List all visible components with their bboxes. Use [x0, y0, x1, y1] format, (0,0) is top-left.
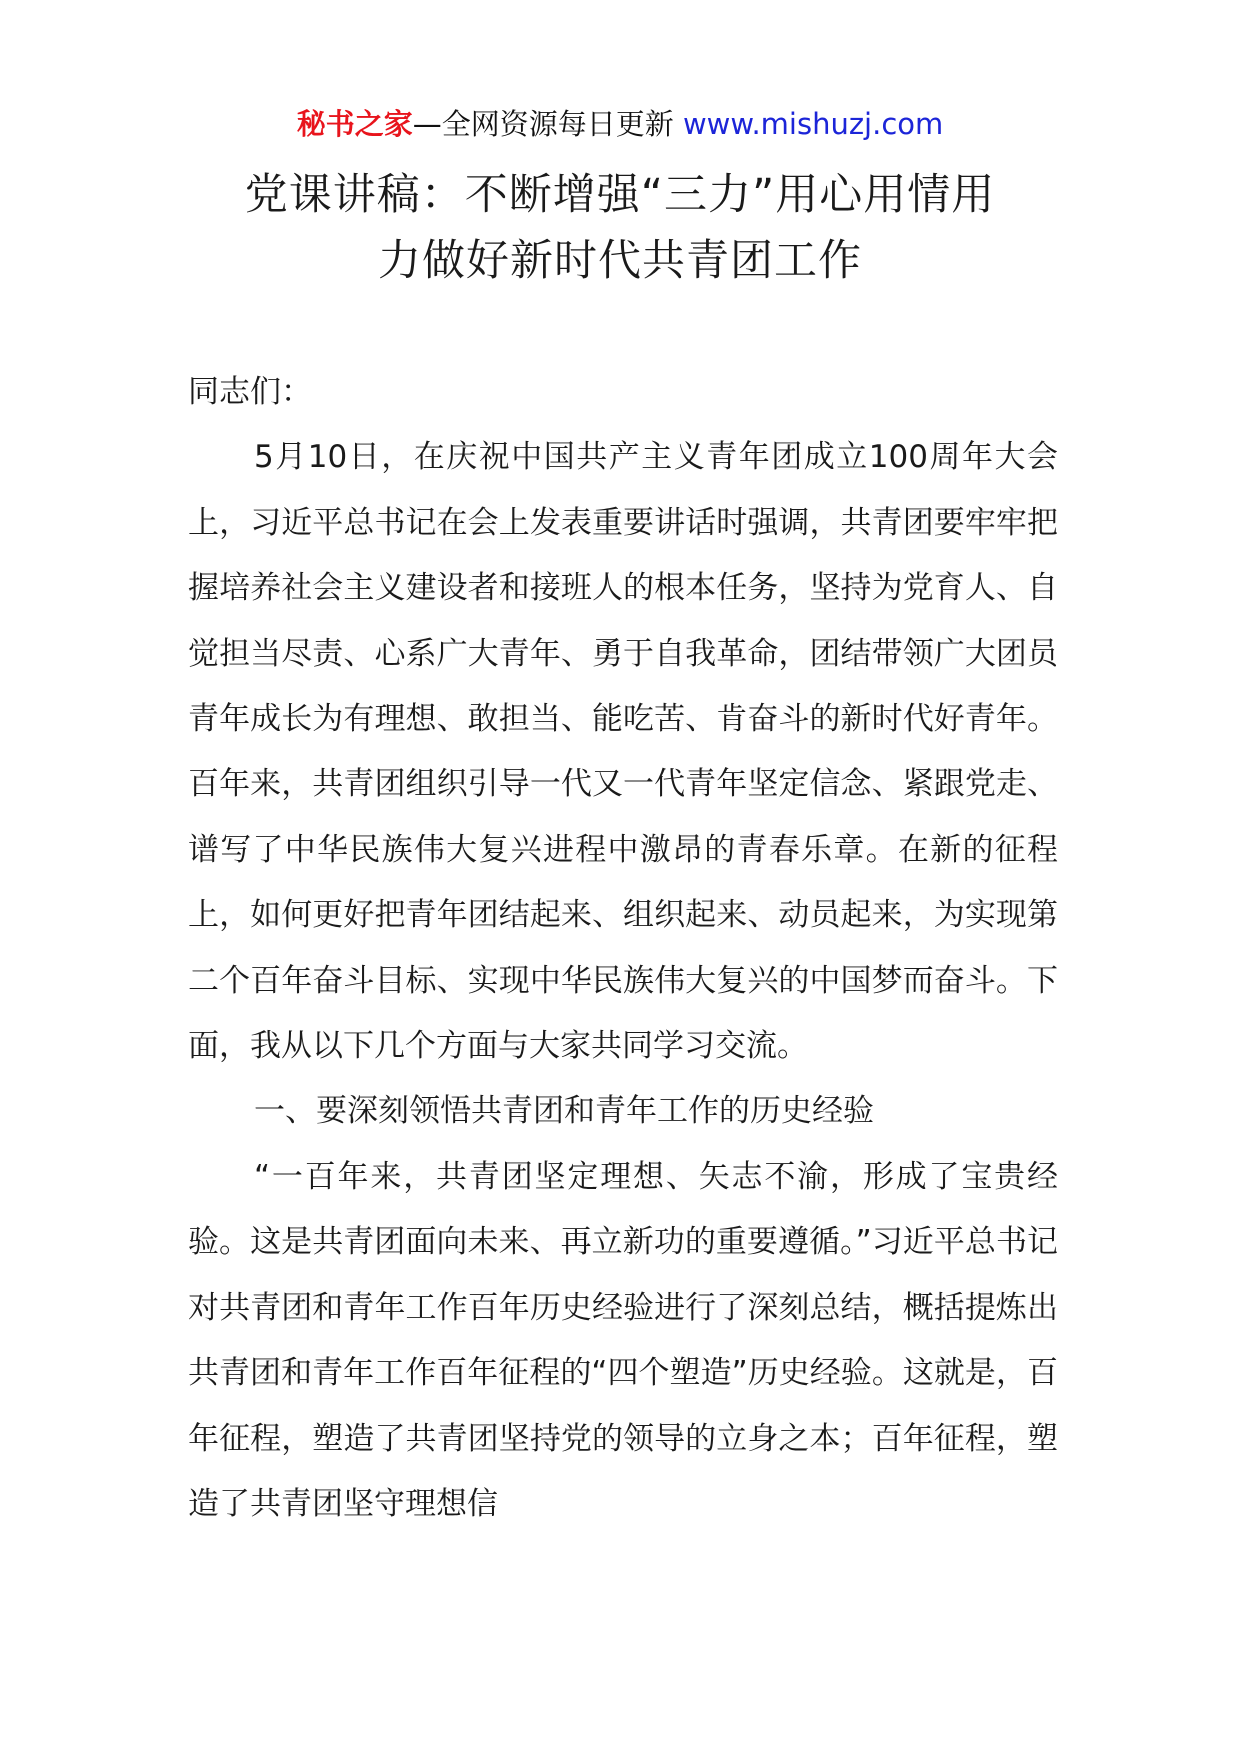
title-line-2: 力做好新时代共青团工作 — [378, 236, 862, 286]
title-line-1: 党课讲稿：不断增强“三力”用心用情用 — [244, 170, 996, 220]
site-url-link[interactable]: www.mishuzj.com — [682, 107, 944, 141]
body-paragraph: “一百年来，共青团坚定理想、矢志不渝，形成了宝贵经验。这是共青团面向未来、再立新功的重要遵循。”习近平总书记对共青团和青年工作百年历史经验进行了深刻总结，概括提炼出共青团和青年工作百年征程的“四个塑造”历史经验。这就是，百年征程，塑造了共青团坚持党的领导的立身之本；百年征程，塑造了共青团坚守理想信 — [188, 1158, 1058, 1522]
document-body — [188, 360, 1058, 1537]
section-heading: 一、要深刻领悟共青团和青年工作的历史经验 — [254, 1093, 874, 1130]
body-paragraph: 5月10日，在庆祝中国共产主义青年团成立100周年大会上，习近平总书记在会上发表重要讲话时强调，共青团要牢牢把握培养社会主义建设者和接班人的根本任务，坚持为党育人、自觉担当尽责、心系广大青年、勇于自我革命，团结带领广大团员青年成长为有理想、敢担当、能吃苦、肯奋斗的新时代好青年。百年来，共青团组织引导一代又一代青年坚定信念、紧跟党走、谱写了中华民族伟大复兴进程中激昂的青春乐章。在新的征程上，如何更好把青年团结起来、组织起来、动员起来，为实现第二个百年奋斗目标、实现中华民族伟大复兴的中国梦而奋斗。下面，我从以下几个方面与大家共同学习交流。 — [188, 439, 1058, 1065]
brand-name: 秘书之家 — [296, 107, 413, 141]
site-header — [0, 104, 1240, 144]
salutation: 同志们： — [188, 374, 312, 410]
header-tagline: —全网资源每日更新 — [412, 107, 674, 141]
document-title — [150, 162, 1090, 294]
